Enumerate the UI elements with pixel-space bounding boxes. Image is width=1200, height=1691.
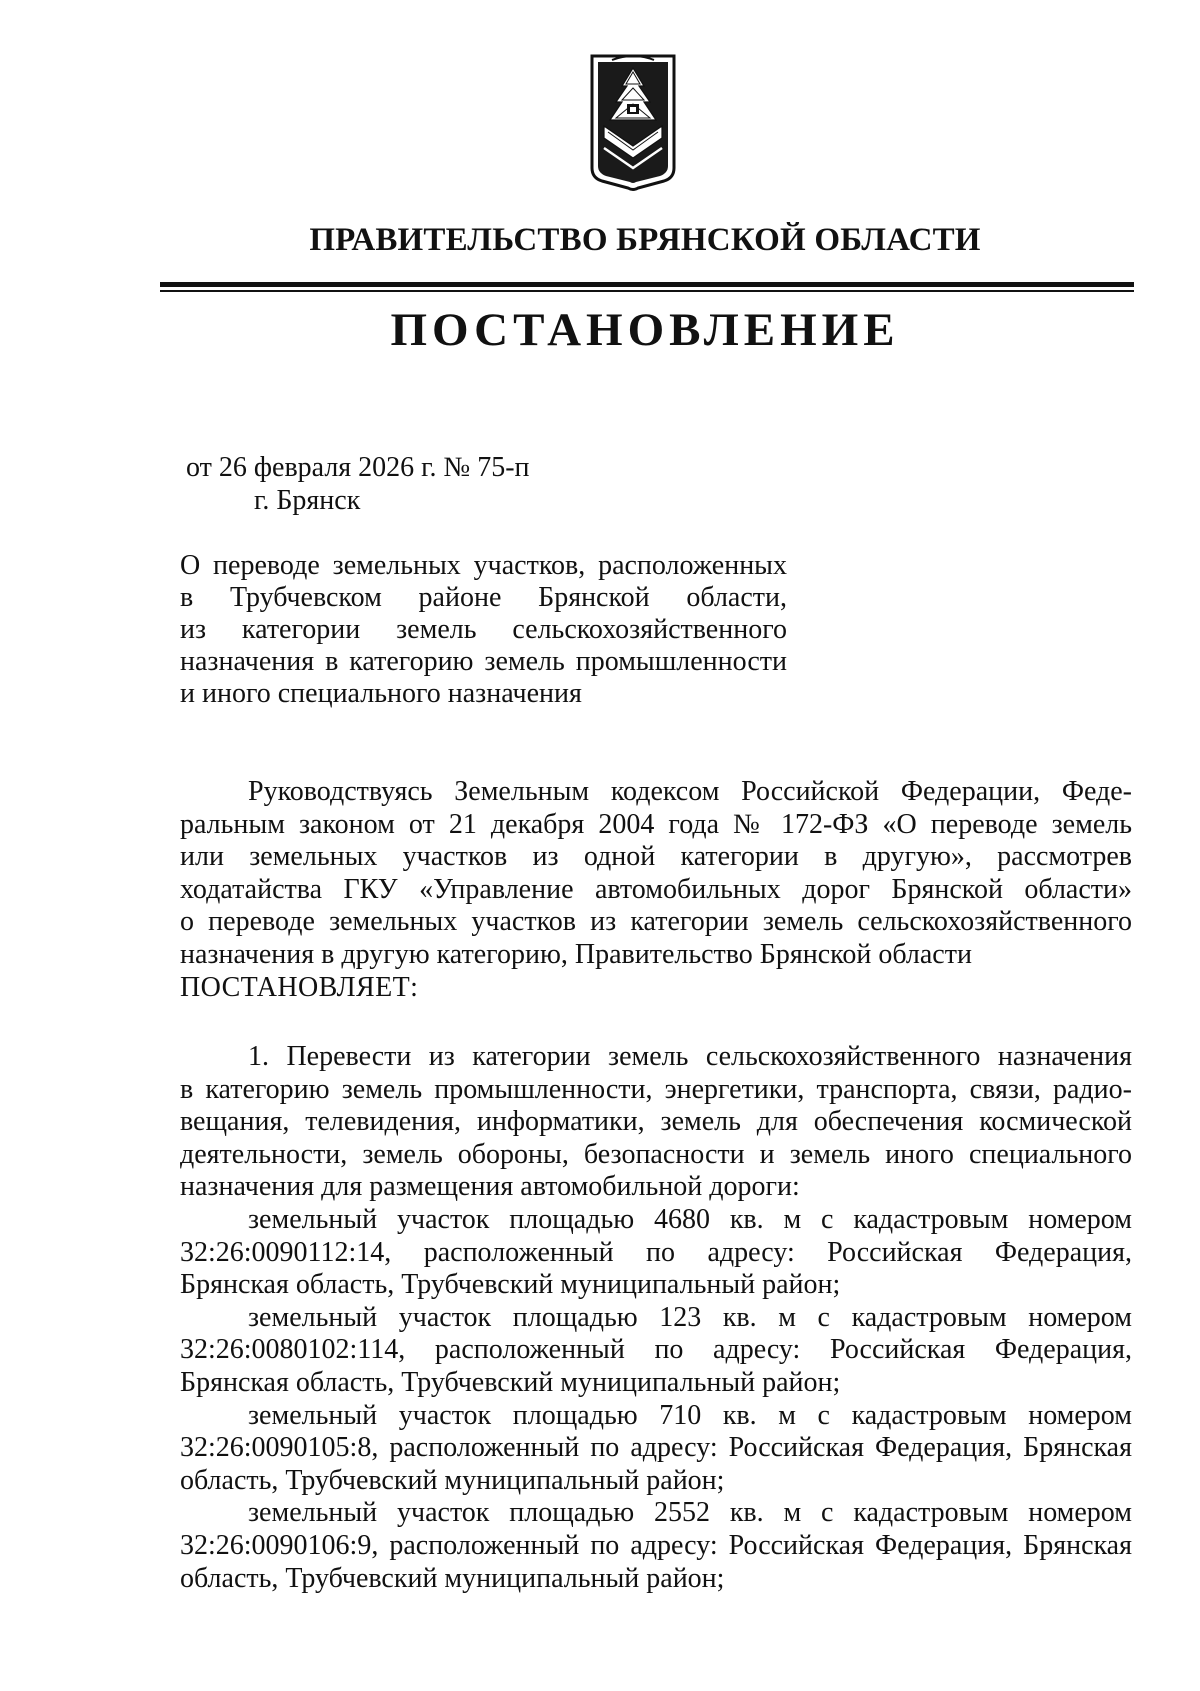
coat-of-arms-icon [586, 50, 680, 195]
item-line: деятельности, земель обороны, безопасности и земель иного специального [180, 1138, 1132, 1170]
item-line: назначения для размещения автомобильной дороги: [180, 1171, 800, 1203]
item-line: вещания, телевидения, информатики, земель для обеспечения космической [180, 1106, 1132, 1138]
subject-line: назначения в категорию земель промышленности [180, 646, 787, 677]
government-title: ПРАВИТЕЛЬСТВО БРЯНСКОЙ ОБЛАСТИ [309, 222, 981, 258]
item-line: 1. Перевести из категории земель сельскохозяйственного назначения [248, 1041, 1132, 1072]
document-city: г. Брянск [254, 485, 361, 516]
subject-line: О переводе земельных участков, расположенных [180, 550, 787, 581]
document-type-title: ПОСТАНОВЛЕНИЕ [390, 304, 900, 356]
land-plot-line: 32:26:0090112:14, расположенный по адресу: Российская Федерация, [180, 1236, 1132, 1268]
preamble-line: ральным законом от 21 декабря 2004 года № 172-ФЗ «О переводе земель [180, 808, 1132, 840]
land-plot-line: Брянская область, Трубчевский муниципальный район; [180, 1269, 841, 1301]
header-divider-thick [160, 282, 1134, 287]
preamble-line: или земельных участков из одной категории в другую», рассмотрев [180, 841, 1132, 873]
preamble-line: назначения в другую категорию, Правительство Брянской области [180, 938, 972, 970]
subject-line: из категории земель сельскохозяйственного [180, 614, 787, 645]
preamble-line: Руководствуясь Земельным кодексом Российской Федерации, Феде- [248, 776, 1132, 807]
land-plot-line: область, Трубчевский муниципальный район; [180, 1464, 725, 1496]
document-date-number: от 26 февраля 2026 г. № 75-п [186, 452, 530, 483]
land-plot-line: земельный участок площадью 2552 кв. м с кадастровым номером [248, 1497, 1132, 1529]
land-plot-line: 32:26:0090106:9, расположенный по адресу: Российская Федерация, Брянская [180, 1529, 1132, 1561]
land-plot-line: Брянская область, Трубчевский муниципальный район; [180, 1366, 841, 1398]
header-divider-thin [160, 290, 1134, 292]
land-plot-line: 32:26:0080102:114, расположенный по адресу: Российская Федерация, [180, 1334, 1132, 1366]
land-plot-line: 32:26:0090105:8, расположенный по адресу: Российская Федерация, Брянская [180, 1432, 1132, 1464]
land-plot-line: область, Трубчевский муниципальный район; [180, 1562, 725, 1594]
land-plot-line: земельный участок площадью 4680 кв. м с кадастровым номером [248, 1203, 1132, 1235]
land-plot-line: земельный участок площадью 710 кв. м с кадастровым номером [248, 1399, 1132, 1431]
item-1-section [180, 1041, 1132, 1595]
document-subject [180, 550, 787, 710]
decree-keyword: ПОСТАНОВЛЯЕТ: [180, 971, 419, 1003]
preamble-line: ходатайства ГКУ «Управление автомобильных дорог Брянской области» [180, 873, 1132, 905]
subject-line: и иного специального назначения [180, 678, 582, 709]
subject-line: в Трубчевском районе Брянской области, [180, 582, 787, 613]
item-line: в категорию земель промышленности, энергетики, транспорта, связи, радио- [180, 1073, 1132, 1105]
land-plot-line: земельный участок площадью 123 кв. м с кадастровым номером [248, 1301, 1132, 1333]
preamble-line: о переводе земельных участков из категории земель сельскохозяйственного [180, 906, 1132, 938]
preamble-paragraph [180, 776, 1132, 1004]
